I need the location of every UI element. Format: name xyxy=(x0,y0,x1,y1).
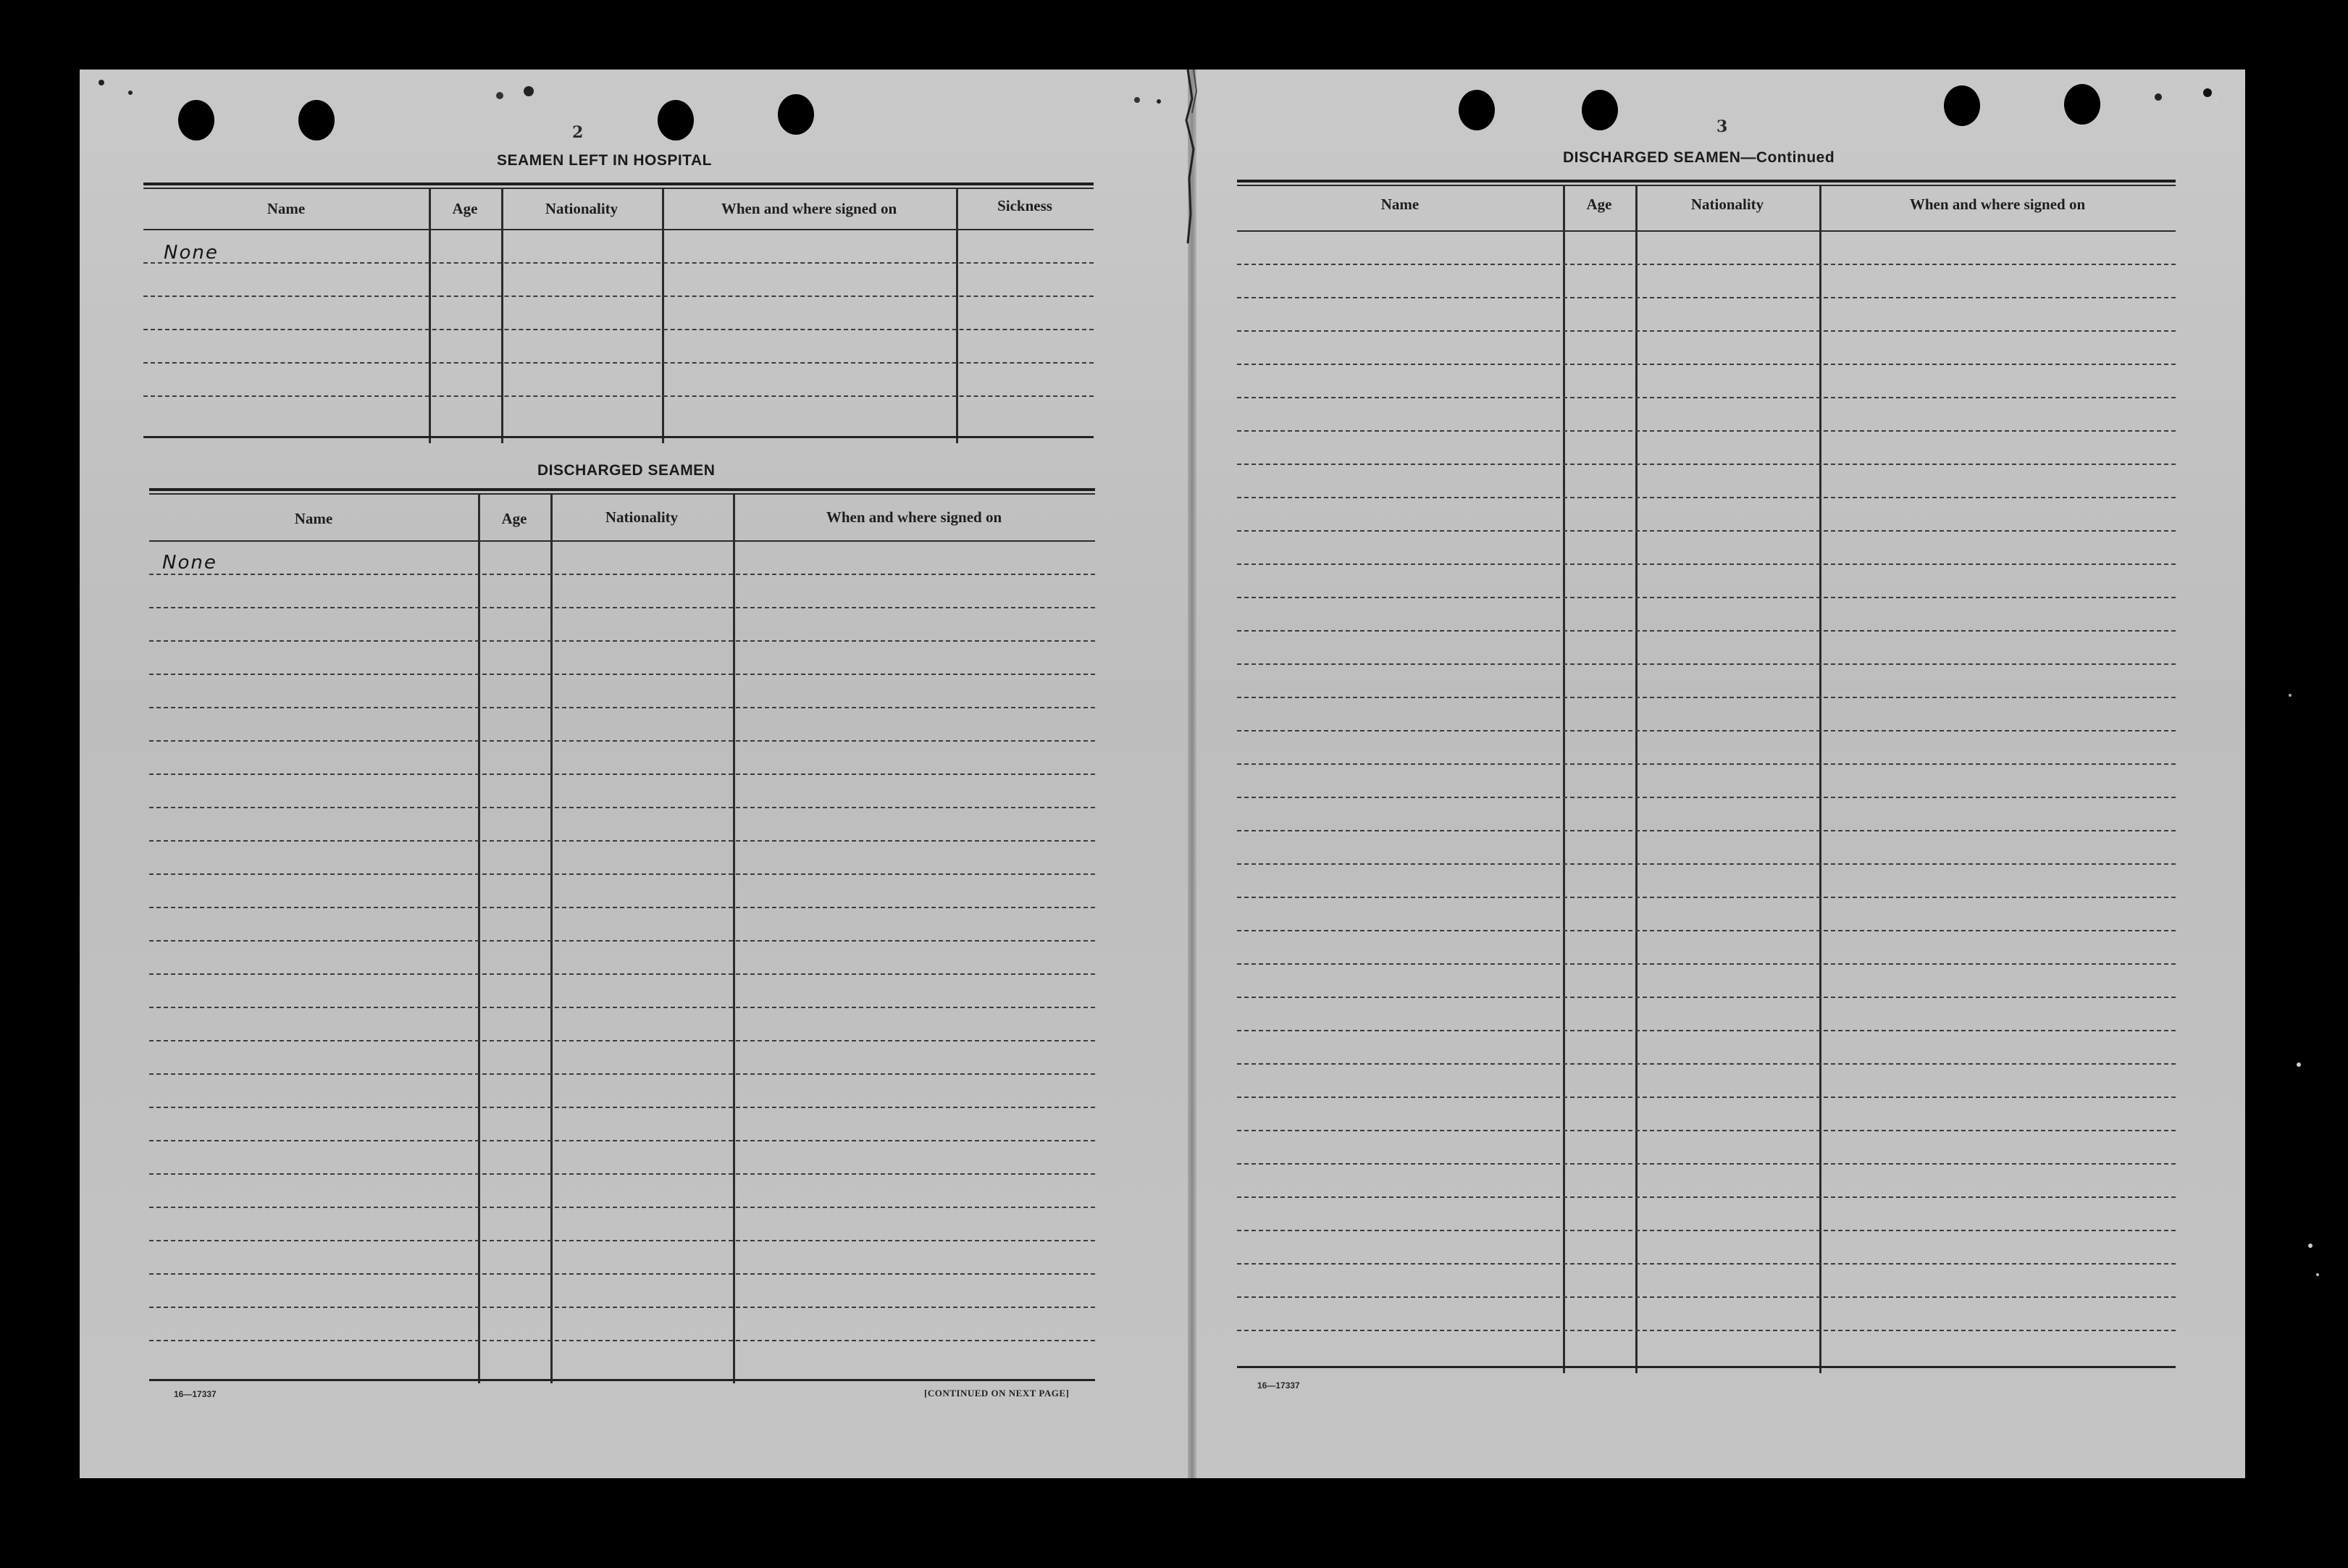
form-number-right: 16—17337 xyxy=(1257,1380,1300,1391)
hospital-section-title: SEAMEN LEFT IN HOSPITAL xyxy=(497,152,712,169)
discharged-section-title: DISCHARGED SEAMEN xyxy=(537,462,716,479)
col-signed-on: When and where signed on xyxy=(721,200,897,217)
punch-hole xyxy=(1582,90,1618,130)
col-nationality: Nationality xyxy=(545,200,619,217)
col-signed-on: When and where signed on xyxy=(1909,196,2086,213)
discharged-continued-table xyxy=(1237,180,2176,1373)
punch-hole xyxy=(1944,85,1980,126)
center-fold xyxy=(1188,70,1196,1478)
punch-hole xyxy=(178,100,214,141)
paper-tear xyxy=(1175,70,1204,243)
hospital-table xyxy=(143,183,1094,443)
punch-hole xyxy=(2064,84,2100,125)
col-name: Name xyxy=(294,510,333,527)
discharged-continued-title: DISCHARGED SEAMEN—Continued xyxy=(1563,149,1835,166)
hospital-entry: None xyxy=(164,242,219,264)
col-age: Age xyxy=(1586,196,1612,213)
punch-hole xyxy=(658,100,694,141)
col-nationality: Nationality xyxy=(605,508,679,526)
punch-hole xyxy=(1459,90,1495,130)
col-age: Age xyxy=(452,200,478,217)
col-sickness: Sickness xyxy=(997,197,1052,214)
col-name: Name xyxy=(1380,196,1420,213)
discharged-table xyxy=(149,488,1095,1383)
punch-hole xyxy=(778,94,814,135)
col-age: Age xyxy=(501,510,527,527)
discharged-entry: None xyxy=(162,552,217,574)
page-number-right: 3 xyxy=(1716,117,1728,136)
page-number-left: 2 xyxy=(572,123,584,142)
form-number-left: 16—17337 xyxy=(174,1389,217,1399)
col-name: Name xyxy=(267,200,306,217)
punch-hole xyxy=(298,100,335,141)
col-nationality: Nationality xyxy=(1690,196,1764,213)
continued-note: [CONTINUED ON NEXT PAGE] xyxy=(924,1388,1070,1399)
col-signed-on: When and where signed on xyxy=(826,508,1002,526)
